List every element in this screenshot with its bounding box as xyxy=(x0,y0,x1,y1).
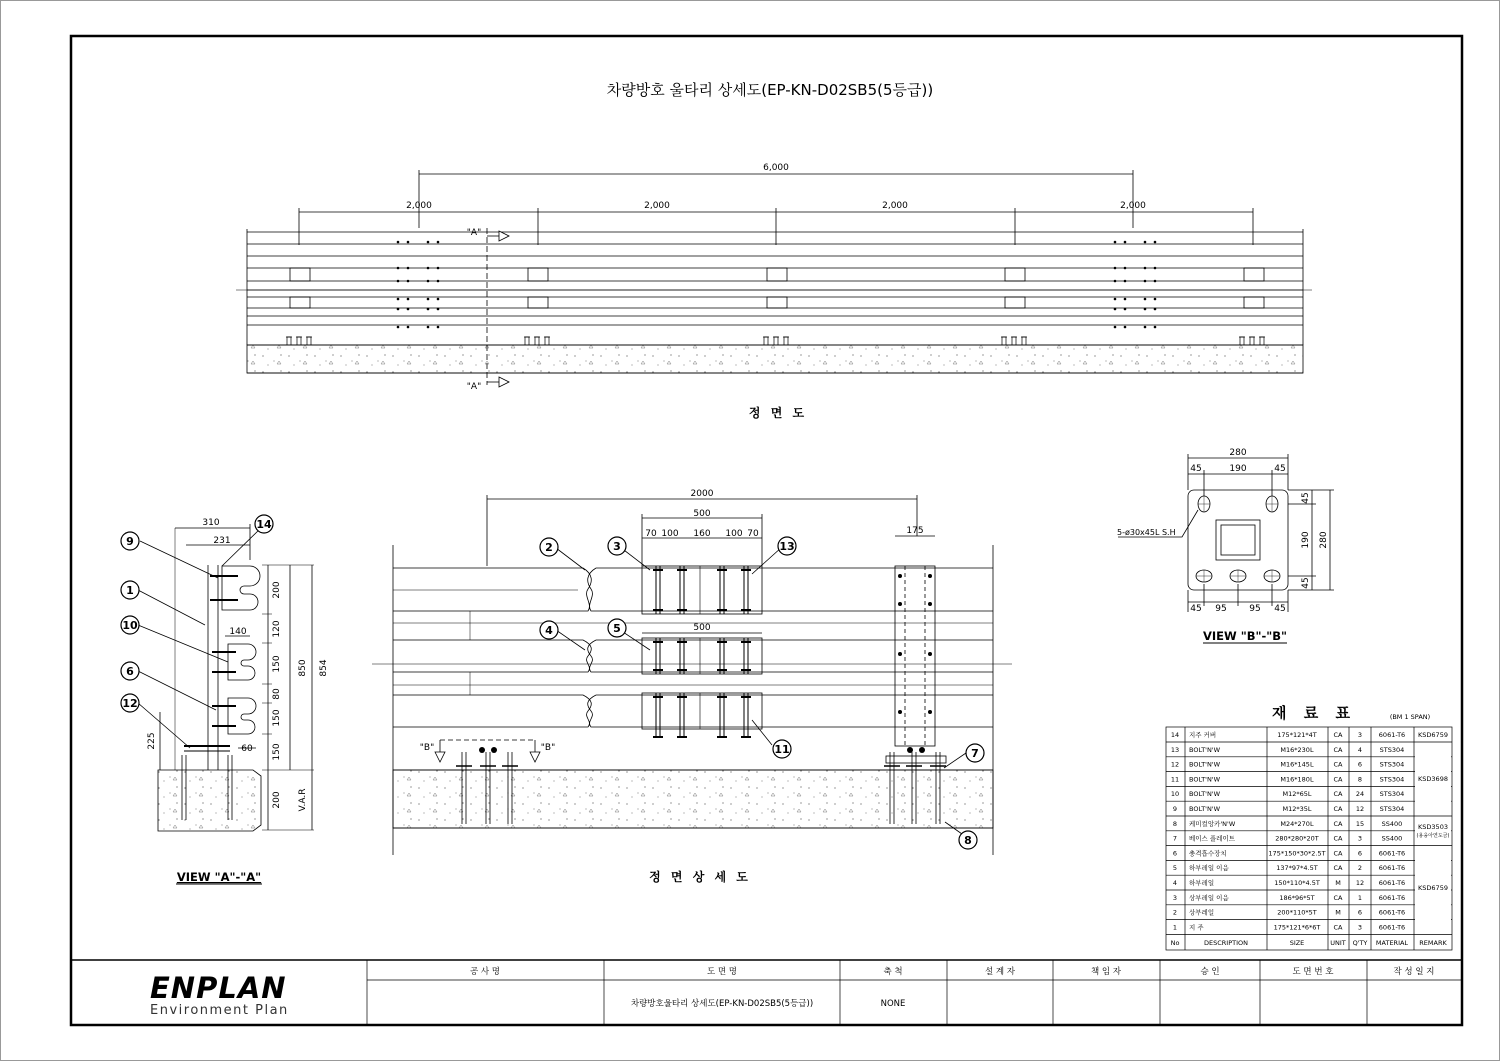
dim-var: V.A.R xyxy=(298,788,308,812)
front-detail xyxy=(372,495,1012,855)
front-view-anchors xyxy=(286,337,1265,345)
header-qty: Q'TY xyxy=(1352,939,1368,947)
dim-bb-190: 190 xyxy=(1229,464,1247,474)
table-cell-desc: 지 주 xyxy=(1189,923,1204,932)
table-cell-unit: CA xyxy=(1333,834,1343,843)
table-row xyxy=(1173,805,1404,813)
table-row xyxy=(1173,908,1405,917)
table-cell-qty: 2 xyxy=(1357,864,1363,873)
table-cell-no: 10 xyxy=(1170,790,1180,799)
company-logo-sub: Environment Plan xyxy=(150,1003,289,1018)
table-cell-qty: 6 xyxy=(1357,760,1363,769)
table-cell-no: 14 xyxy=(1170,731,1180,739)
header-no: No xyxy=(1170,939,1180,947)
table-cell-mat: SS400 xyxy=(1381,834,1403,843)
table-cell-desc: 상부레일 xyxy=(1189,908,1215,917)
balloon-3: 3 xyxy=(613,540,621,553)
remark-base: KSD3503 xyxy=(1418,823,1448,831)
dim-6000: 6,000 xyxy=(763,163,789,173)
table-cell-size: 175*121*6*6T xyxy=(1273,923,1321,932)
table-cell-mat: 6061-T6 xyxy=(1378,849,1406,858)
table-row xyxy=(1173,848,1405,857)
table-row xyxy=(1173,922,1405,931)
balloon-8: 8 xyxy=(964,834,972,847)
table-cell-no: 1 xyxy=(1172,923,1178,932)
dim-bb-45-r2: 45 xyxy=(1301,577,1311,589)
table-cell-size: 186*96*5T xyxy=(1279,893,1315,902)
table-cell-size: 150*110*4.5T xyxy=(1274,879,1320,887)
table-cell-size: 175*150*30*2.5T xyxy=(1268,849,1326,858)
table-cell-mat: STS304 xyxy=(1379,745,1405,754)
dim-bb-95-b: 95 xyxy=(1249,604,1261,614)
table-cell-size: M16*145L xyxy=(1280,760,1314,769)
table-cell-no: 13 xyxy=(1170,745,1180,754)
table-cell-mat: STS304 xyxy=(1379,790,1405,799)
table-row xyxy=(1173,819,1402,828)
table-cell-no: 5 xyxy=(1172,864,1178,873)
table-cell-no: 12 xyxy=(1170,760,1180,769)
table-cell-qty: 24 xyxy=(1355,790,1365,799)
table-cell-unit: CA xyxy=(1333,790,1343,799)
header-mat: MATERIAL xyxy=(1375,939,1409,947)
table-row xyxy=(1171,761,1404,769)
header-remark: REMARK xyxy=(1419,939,1447,947)
table-cell-mat: 6061-T6 xyxy=(1378,879,1406,887)
table-cell-size: M16*180L xyxy=(1280,775,1314,784)
balloon-12: 12 xyxy=(122,697,138,710)
table-cell-size: M12*65L xyxy=(1282,790,1312,799)
table-cell-size: M16*230L xyxy=(1280,745,1314,754)
table-cell-unit: CA xyxy=(1333,849,1343,858)
dim-200-bottom: 200 xyxy=(272,791,282,809)
table-cell-desc: 충격흡수장치 xyxy=(1189,849,1227,858)
table-cell-desc: 지주 커버 xyxy=(1189,731,1217,739)
dim-100-b: 100 xyxy=(725,529,743,539)
table-cell-size: 200*110*5T xyxy=(1277,908,1317,917)
table-cell-mat: STS304 xyxy=(1379,775,1405,784)
dim-225: 225 xyxy=(147,732,157,750)
dim-span-1: 2,000 xyxy=(406,201,432,211)
view-aa xyxy=(138,524,314,831)
table-row xyxy=(1171,775,1404,783)
table-cell-qty: 3 xyxy=(1357,834,1363,843)
dim-310: 310 xyxy=(202,518,220,528)
table-cell-mat: 6061-T6 xyxy=(1378,893,1406,902)
view-aa-label: VIEW "A"-"A" xyxy=(176,870,262,884)
table-cell-no: 9 xyxy=(1172,805,1178,813)
material-table-title: 재 료 표 xyxy=(1272,704,1356,722)
drawing-title: 차량방호 울타리 상세도(EP-KN-D02SB5(5등급)) xyxy=(606,81,934,99)
table-cell-desc: 하부레일 xyxy=(1189,879,1215,887)
dim-70-b: 70 xyxy=(747,529,759,539)
header-drawing-no: 도 면 번 호 xyxy=(1292,967,1334,977)
front-view-bolts xyxy=(397,241,1157,329)
dim-70-a: 70 xyxy=(645,529,657,539)
section-mark-a-top: "A" xyxy=(466,228,482,238)
table-row xyxy=(1173,834,1402,843)
dim-80: 80 xyxy=(272,688,282,700)
dim-span-2: 2,000 xyxy=(644,201,670,211)
table-cell-desc: 베이스 플레이트 xyxy=(1189,834,1236,843)
section-mark-b-right: "B" xyxy=(540,743,556,753)
table-cell-unit: CA xyxy=(1333,731,1343,739)
table-cell-mat: 6061-T6 xyxy=(1378,731,1406,739)
balloon-11: 11 xyxy=(774,743,790,756)
table-cell-no: 2 xyxy=(1172,908,1178,917)
dim-bb-280: 280 xyxy=(1229,448,1247,458)
company-logo: ENPLAN xyxy=(150,971,287,1005)
header-drawing-name: 도 면 명 xyxy=(706,967,738,977)
table-cell-unit: M xyxy=(1335,908,1341,917)
table-cell-desc: 하부레일 이음 xyxy=(1189,864,1229,873)
front-detail-bolts xyxy=(653,566,751,737)
table-cell-desc: BOLT'N'W xyxy=(1189,745,1221,754)
header-designer: 설 계 자 xyxy=(984,967,1016,977)
table-row xyxy=(1173,893,1405,902)
front-detail-dims xyxy=(420,489,924,753)
front-detail-post-bolts xyxy=(479,574,932,753)
header-desc: DESCRIPTION xyxy=(1204,939,1248,947)
balloon-14: 14 xyxy=(256,518,272,531)
header-date: 작 성 일 지 xyxy=(1393,967,1435,977)
dim-span-3: 2,000 xyxy=(882,201,908,211)
dim-bb-45-d: 45 xyxy=(1274,604,1286,614)
table-row xyxy=(1173,863,1405,872)
table-cell-mat: SS400 xyxy=(1381,819,1403,828)
header-unit: UNIT xyxy=(1330,939,1346,947)
table-cell-qty: 12 xyxy=(1355,805,1365,813)
table-cell-mat: STS304 xyxy=(1379,760,1405,769)
table-row xyxy=(1173,878,1405,887)
table-cell-qty: 8 xyxy=(1357,775,1363,784)
balloon-1: 1 xyxy=(126,584,134,597)
remark-alu: KSD6759 xyxy=(1418,884,1448,892)
table-cell-unit: CA xyxy=(1333,893,1343,902)
table-cell-desc: BOLT'N'W xyxy=(1189,775,1221,784)
dim-bb-95-a: 95 xyxy=(1215,604,1227,614)
balloon-13: 13 xyxy=(779,540,795,553)
dim-span-4: 2,000 xyxy=(1120,201,1146,211)
dim-bb-280-r: 280 xyxy=(1319,531,1329,549)
dim-bb-45-a: 45 xyxy=(1190,464,1202,474)
dim-175: 175 xyxy=(906,526,924,536)
balloon-10: 10 xyxy=(122,619,138,632)
remark-base-sub: (용융아연도금) xyxy=(1416,833,1450,839)
table-cell-mat: 6061-T6 xyxy=(1378,908,1406,917)
dim-bb-45-b: 45 xyxy=(1274,464,1286,474)
dim-850: 850 xyxy=(298,659,308,677)
table-cell-desc: 상부레일 이음 xyxy=(1189,893,1229,902)
section-mark-b-left: "B" xyxy=(419,743,435,753)
material-table-unit: (BM 1 SPAN) xyxy=(1389,713,1431,721)
table-cell-no: 6 xyxy=(1172,849,1178,858)
table-cell-unit: CA xyxy=(1333,745,1343,754)
scale-value: NONE xyxy=(880,999,906,1009)
table-cell-qty: 3 xyxy=(1357,923,1363,932)
hole-note: 5-ø30x45L S.H xyxy=(1117,528,1176,537)
table-cell-desc: BOLT'N'W xyxy=(1189,790,1221,799)
table-row xyxy=(1171,790,1404,798)
front-detail-label: 정 면 상 세 도 xyxy=(649,870,751,884)
table-cell-qty: 12 xyxy=(1355,879,1365,887)
dim-140: 140 xyxy=(229,627,247,637)
dim-60: 60 xyxy=(241,744,253,754)
table-row xyxy=(1171,746,1404,754)
table-cell-qty: 6 xyxy=(1357,849,1363,858)
table-cell-size: M12*35L xyxy=(1282,805,1312,813)
view-bb-dims xyxy=(1117,448,1329,614)
balloon-7: 7 xyxy=(971,747,979,760)
header-size: SIZE xyxy=(1289,939,1305,947)
table-cell-no: 4 xyxy=(1172,879,1178,887)
dim-bb-190-r: 190 xyxy=(1301,531,1311,549)
dim-150-b: 150 xyxy=(272,709,282,727)
header-approval: 승 인 xyxy=(1200,967,1220,977)
balloon-9: 9 xyxy=(126,535,134,548)
table-cell-unit: CA xyxy=(1333,775,1343,784)
dim-500-top: 500 xyxy=(693,509,711,519)
balloon-5: 5 xyxy=(613,622,621,635)
table-cell-desc: BOLT'N'W xyxy=(1189,760,1221,769)
drawing-name-value: 차량방호울타리 상세도(EP-KN-D02SB5(5등급)) xyxy=(630,999,814,1009)
balloon-6: 6 xyxy=(126,665,134,678)
table-cell-desc: BOLT'N'W xyxy=(1189,805,1221,813)
table-cell-unit: CA xyxy=(1333,760,1343,769)
table-cell-unit: CA xyxy=(1333,819,1343,828)
dim-231: 231 xyxy=(213,536,231,546)
table-cell-unit: M xyxy=(1335,879,1341,887)
table-cell-qty: 4 xyxy=(1357,745,1363,754)
view-aa-dims xyxy=(147,518,329,811)
header-manager: 책 임 자 xyxy=(1090,967,1122,977)
material-table-header xyxy=(1171,939,1448,947)
table-cell-unit: CA xyxy=(1333,805,1343,813)
table-cell-mat: STS304 xyxy=(1379,805,1405,813)
dim-160: 160 xyxy=(693,529,711,539)
table-cell-mat: 6061-T6 xyxy=(1378,923,1406,932)
table-row xyxy=(1171,730,1405,739)
dim-2000: 2000 xyxy=(690,489,714,499)
table-cell-mat: 6061-T6 xyxy=(1378,864,1406,873)
table-cell-no: 3 xyxy=(1172,893,1178,902)
front-view xyxy=(236,170,1312,387)
balloon-4: 4 xyxy=(545,624,553,637)
table-cell-size: M24*270L xyxy=(1280,819,1314,828)
dim-150-a: 150 xyxy=(272,655,282,673)
table-cell-unit: CA xyxy=(1333,864,1343,873)
table-cell-qty: 6 xyxy=(1357,908,1363,917)
section-mark-a-bottom: "A" xyxy=(466,382,482,392)
dim-200-top: 200 xyxy=(272,581,282,599)
remark-14: KSD6759 xyxy=(1418,731,1448,739)
table-cell-no: 8 xyxy=(1172,819,1178,828)
dim-bb-45-r1: 45 xyxy=(1301,492,1311,504)
drawing-border xyxy=(71,36,1462,1025)
dim-150-c: 150 xyxy=(272,743,282,761)
table-cell-qty: 3 xyxy=(1357,731,1363,739)
dim-854: 854 xyxy=(319,659,329,677)
header-project: 공 사 명 xyxy=(469,967,501,977)
dim-bb-45-c: 45 xyxy=(1190,604,1202,614)
material-table-remarks xyxy=(1415,731,1451,934)
table-cell-size: 137*97*4.5T xyxy=(1276,864,1318,873)
dim-500-bottom: 500 xyxy=(693,623,711,633)
table-cell-size: 280*280*20T xyxy=(1275,834,1319,843)
balloon-2: 2 xyxy=(545,541,553,554)
table-cell-desc: 케미컬앙카'N'W xyxy=(1189,819,1236,828)
table-cell-size: 175*121*4T xyxy=(1277,731,1317,739)
title-block-headers xyxy=(470,966,1435,977)
dim-120: 120 xyxy=(272,620,282,638)
dim-100-a: 100 xyxy=(661,529,679,539)
table-cell-no: 11 xyxy=(1170,775,1180,784)
front-view-label: 정 면 도 xyxy=(748,406,808,420)
table-cell-no: 7 xyxy=(1172,834,1178,843)
table-cell-qty: 1 xyxy=(1357,893,1363,902)
view-bb-label: VIEW "B"-"B" xyxy=(1203,629,1287,643)
remark-bolts: KSD3698 xyxy=(1418,775,1448,783)
table-cell-qty: 15 xyxy=(1355,819,1365,828)
table-cell-unit: CA xyxy=(1333,923,1343,932)
header-scale: 축 척 xyxy=(883,967,903,977)
